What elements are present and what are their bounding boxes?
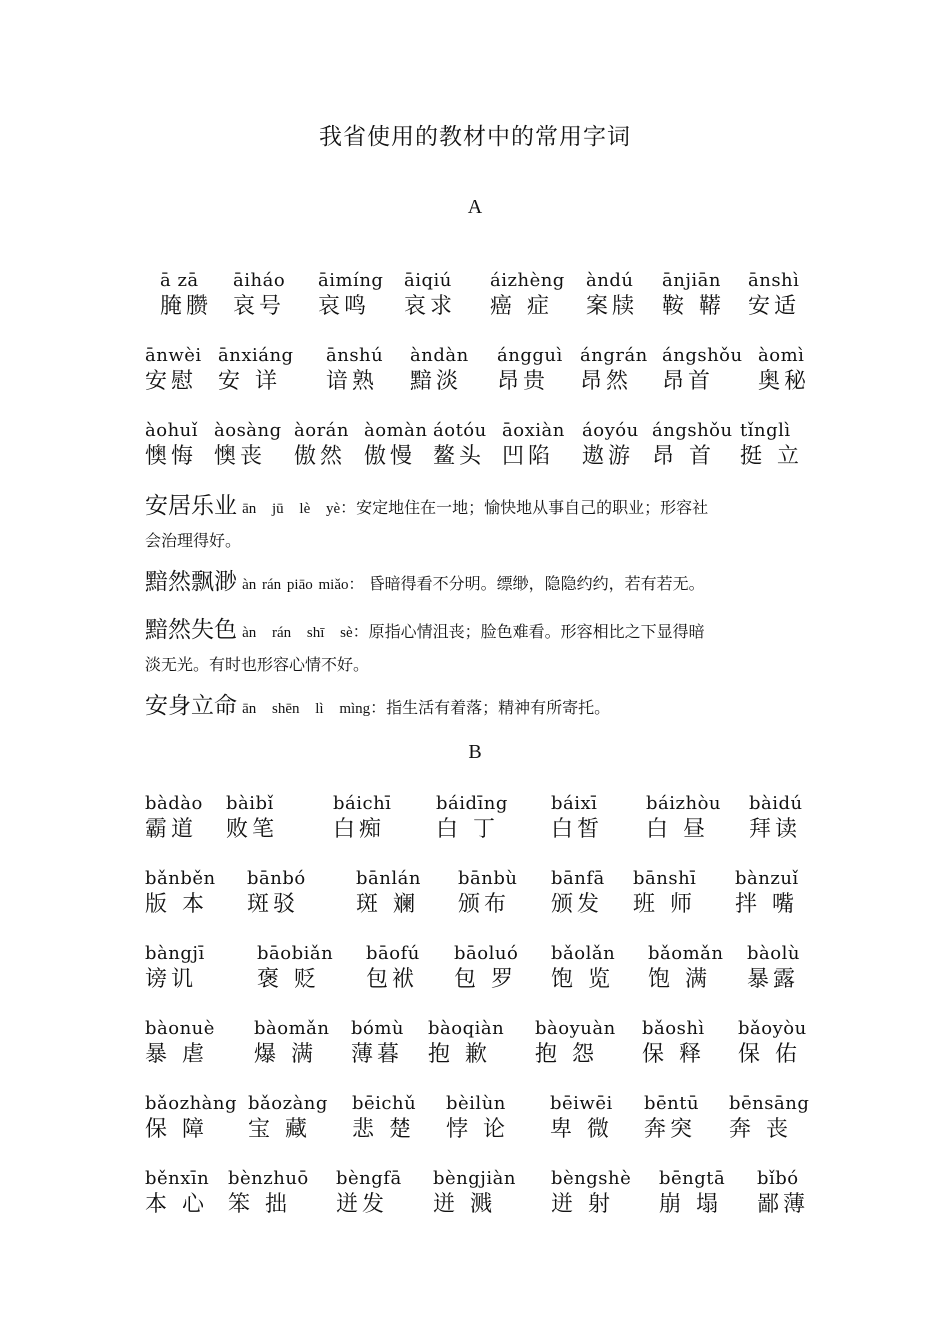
word-entry — [490, 270, 565, 326]
hanzi: 迸 射 — [551, 1192, 614, 1217]
word-entry — [326, 345, 383, 401]
word-entry — [436, 793, 508, 849]
idiom-definition: ：指生活有着落；精神有所寄托。 — [370, 698, 611, 717]
pinyin: bàonuè — [145, 1018, 215, 1039]
word-entry — [497, 345, 563, 401]
word-entry — [336, 1168, 402, 1224]
hanzi: 霸道 — [145, 817, 198, 842]
pinyin: áotóu — [433, 420, 487, 441]
pinyin: bàdào — [145, 793, 203, 814]
idiom-entry — [145, 488, 813, 555]
word-entry — [659, 1168, 725, 1224]
word-entry — [404, 270, 456, 326]
hanzi: 包 罗 — [454, 967, 517, 992]
word-entry — [145, 793, 203, 849]
hanzi: 傲慢 — [364, 444, 417, 469]
pinyin: bómù — [351, 1018, 405, 1039]
hanzi: 颁发 — [551, 892, 604, 917]
hanzi: 奥秘 — [758, 369, 811, 394]
pinyin: bānfā — [551, 868, 605, 889]
hanzi: 斑驳 — [247, 892, 300, 917]
word-entry — [433, 420, 487, 476]
pinyin: ānjiān — [662, 270, 721, 291]
hanzi: 遨游 — [582, 444, 635, 469]
pinyin: āoxiàn — [502, 420, 565, 441]
hanzi: 保 障 — [145, 1117, 208, 1142]
pinyin: bēnsāng — [729, 1093, 810, 1114]
pinyin: ā zā — [160, 270, 199, 291]
word-entry — [145, 1018, 215, 1074]
word-entry — [551, 793, 603, 849]
idiom-definition-cont: 淡无光。有时也形容心情不好。 — [145, 655, 370, 674]
hanzi: 安 详 — [218, 369, 281, 394]
word-entry — [333, 793, 391, 849]
word-entry — [145, 1093, 237, 1149]
pinyin: bēngtā — [659, 1168, 726, 1189]
pinyin: bàibǐ — [226, 793, 274, 814]
pinyin: bǎnběn — [145, 868, 216, 889]
hanzi: 哀鸣 — [318, 294, 371, 319]
idiom-headword: 黯然失色 — [145, 617, 237, 643]
section-letter-b: B — [468, 741, 482, 763]
hanzi: 斑 斓 — [356, 892, 419, 917]
hanzi: 宝 藏 — [248, 1117, 311, 1142]
word-entry — [747, 943, 800, 999]
word-entry — [648, 943, 723, 999]
word-entry — [145, 943, 205, 999]
hanzi: 白痴 — [333, 817, 386, 842]
pinyin: bèngjiàn — [433, 1168, 516, 1189]
hanzi: 癌 症 — [490, 294, 553, 319]
idiom-entry — [145, 688, 813, 727]
hanzi: 昂 首 — [652, 444, 715, 469]
word-entry — [550, 1093, 613, 1149]
word-entry — [748, 270, 800, 326]
hanzi: 腌臜 — [160, 294, 213, 319]
vocab-row — [0, 943, 950, 999]
hanzi: 卑 微 — [550, 1117, 613, 1142]
pinyin: ānxiáng — [218, 345, 294, 366]
hanzi: 白 丁 — [436, 817, 499, 842]
word-entry — [428, 1018, 504, 1074]
hanzi: 昂首 — [662, 369, 715, 394]
idiom-entry — [145, 564, 813, 603]
hanzi: 保 释 — [642, 1042, 705, 1067]
word-entry — [254, 1018, 329, 1074]
word-entry — [662, 270, 725, 326]
pinyin: báichī — [333, 793, 392, 814]
hanzi: 保 佑 — [738, 1042, 801, 1067]
word-entry — [247, 868, 306, 924]
pinyin: bàngjī — [145, 943, 205, 964]
hanzi: 崩 塌 — [659, 1192, 722, 1217]
hanzi: 安慰 — [145, 369, 198, 394]
hanzi: 奔突 — [644, 1117, 697, 1142]
word-entry — [351, 1018, 404, 1074]
pinyin: àorán — [294, 420, 349, 441]
hanzi: 黯淡 — [410, 369, 463, 394]
word-entry — [551, 868, 605, 924]
pinyin: bēiwēi — [550, 1093, 613, 1114]
pinyin: àosàng — [214, 420, 282, 441]
vocab-row — [0, 270, 950, 326]
word-entry — [580, 345, 648, 401]
hanzi: 拜读 — [749, 817, 802, 842]
pinyin: àomì — [758, 345, 805, 366]
word-entry — [662, 345, 743, 401]
pinyin: bǎozhàng — [145, 1093, 238, 1114]
pinyin: bāofú — [366, 943, 420, 964]
word-entry — [729, 1093, 809, 1149]
word-entry — [735, 868, 799, 924]
idiom-headword: 安居乐业 — [145, 493, 237, 519]
hanzi: 本 心 — [145, 1192, 208, 1217]
hanzi: 颁布 — [458, 892, 511, 917]
idiom-definition: ：安定地住在一地；愉快地从事自己的职业；形容社 — [340, 498, 709, 517]
word-entry — [535, 1018, 616, 1074]
hanzi: 暴露 — [747, 967, 800, 992]
section-letter-a: A — [467, 196, 483, 218]
word-entry — [740, 420, 803, 476]
pinyin: bèngshè — [551, 1168, 632, 1189]
word-entry — [551, 943, 615, 999]
pinyin: ángguì — [497, 345, 563, 366]
hanzi: 笨 拙 — [228, 1192, 291, 1217]
pinyin: bǎoshì — [642, 1018, 705, 1039]
word-entry — [757, 1168, 809, 1224]
pinyin: bānbó — [247, 868, 306, 889]
word-entry — [586, 270, 638, 326]
hanzi: 鄙薄 — [757, 1192, 810, 1217]
hanzi: 褒 贬 — [257, 967, 320, 992]
pinyin: bàolù — [747, 943, 800, 964]
hanzi: 白 昼 — [646, 817, 709, 842]
hanzi: 谤讥 — [145, 967, 198, 992]
pinyin: ānwèi — [145, 345, 202, 366]
pinyin: ángshǒu — [652, 420, 733, 441]
word-entry — [551, 1168, 631, 1224]
word-entry — [582, 420, 639, 476]
pinyin: bēntū — [644, 1093, 700, 1114]
pinyin: bènzhuō — [228, 1168, 309, 1189]
pinyin: bǎoyòu — [738, 1018, 807, 1039]
word-entry — [318, 270, 383, 326]
hanzi: 昂然 — [580, 369, 633, 394]
hanzi: 凹陷 — [502, 444, 555, 469]
hanzi: 败笔 — [226, 817, 279, 842]
pinyin: bānbù — [458, 868, 518, 889]
pinyin: ángshǒu — [662, 345, 743, 366]
hanzi: 饱 览 — [551, 967, 614, 992]
hanzi: 悲 楚 — [352, 1117, 415, 1142]
pinyin: àndú — [586, 270, 634, 291]
word-entry — [160, 270, 212, 326]
word-entry — [454, 943, 518, 999]
hanzi: 薄暮 — [351, 1042, 404, 1067]
word-entry — [646, 793, 721, 849]
hanzi: 懊丧 — [214, 444, 267, 469]
word-entry — [633, 868, 696, 924]
word-entry — [145, 420, 198, 476]
hanzi: 悖 论 — [446, 1117, 509, 1142]
pinyin: bàoqiàn — [428, 1018, 505, 1039]
idiom-headword: 安身立命 — [145, 693, 237, 719]
idiom-definition: 昏暗得看不分明。缥缈，隐隐约约，若有若无。 — [368, 574, 705, 593]
idiom-pinyin: ān jū lè yè — [242, 501, 341, 517]
hanzi: 爆 满 — [254, 1042, 317, 1067]
word-entry — [226, 793, 278, 849]
pinyin: bǐbó — [757, 1168, 799, 1189]
pinyin: bānshī — [633, 868, 697, 889]
pinyin: bèngfā — [336, 1168, 402, 1189]
pinyin: bànzuǐ — [735, 868, 799, 889]
pinyin: àndàn — [410, 345, 469, 366]
pinyin: báixī — [551, 793, 598, 814]
hanzi: 鳌头 — [433, 444, 486, 469]
word-entry — [644, 1093, 699, 1149]
word-entry — [228, 1168, 309, 1224]
hanzi: 傲然 — [294, 444, 347, 469]
hanzi: 哀号 — [233, 294, 286, 319]
word-entry — [214, 420, 282, 476]
word-entry — [642, 1018, 705, 1074]
word-entry — [758, 345, 810, 401]
pinyin: bǎomǎn — [648, 943, 724, 964]
hanzi: 班 师 — [633, 892, 696, 917]
word-entry — [294, 420, 349, 476]
hanzi: 昂贵 — [497, 369, 550, 394]
idiom-definition: ：原指心情沮丧；脸色难看。形容相比之下显得暗 — [352, 622, 705, 641]
word-entry — [738, 1018, 807, 1074]
word-entry — [257, 943, 333, 999]
word-entry — [248, 1093, 328, 1149]
word-entry — [352, 1093, 416, 1149]
pinyin: báidīng — [436, 793, 508, 814]
hanzi: 安适 — [748, 294, 801, 319]
idiom-pinyin: àn rán shī sè — [242, 625, 353, 641]
word-entry — [356, 868, 421, 924]
hanzi: 懊悔 — [145, 444, 198, 469]
vocab-row — [0, 793, 950, 849]
hanzi: 饱 满 — [648, 967, 711, 992]
word-entry — [502, 420, 565, 476]
pinyin: ānshì — [748, 270, 800, 291]
hanzi: 抱 歉 — [428, 1042, 491, 1067]
pinyin: bàidú — [749, 793, 803, 814]
vocab-row — [0, 420, 950, 476]
pinyin: ānshú — [326, 345, 384, 366]
pinyin: bèilùn — [446, 1093, 506, 1114]
pinyin: bāobiǎn — [257, 943, 334, 964]
hanzi: 暴 虐 — [145, 1042, 208, 1067]
hanzi: 白皙 — [551, 817, 604, 842]
hanzi: 抱 怨 — [535, 1042, 598, 1067]
pinyin: bàomǎn — [254, 1018, 330, 1039]
idiom-pinyin: ān shēn lì mìng — [242, 701, 371, 717]
word-entry — [652, 420, 733, 476]
hanzi: 案牍 — [586, 294, 639, 319]
word-entry — [145, 345, 202, 401]
hanzi: 哀求 — [404, 294, 457, 319]
idiom-definition-cont: 会治理得好。 — [145, 531, 242, 550]
pinyin: àomàn — [364, 420, 428, 441]
hanzi: 鞍 鞯 — [662, 294, 725, 319]
pinyin: āiháo — [233, 270, 286, 291]
pinyin: āimíng — [318, 270, 384, 291]
word-entry — [446, 1093, 509, 1149]
vocab-row — [0, 345, 950, 401]
pinyin: ángrán — [580, 345, 648, 366]
pinyin: bāoluó — [454, 943, 519, 964]
pinyin: bǎolǎn — [551, 943, 616, 964]
pinyin: āiqiú — [404, 270, 452, 291]
hanzi: 版 本 — [145, 892, 208, 917]
hanzi: 拌 嘴 — [735, 892, 798, 917]
word-entry — [366, 943, 420, 999]
hanzi: 迸 溅 — [433, 1192, 496, 1217]
word-entry — [218, 345, 294, 401]
idiom-headword: 黯然飘渺 — [145, 569, 237, 595]
pinyin: bānlán — [356, 868, 421, 889]
pinyin: bàoyuàn — [535, 1018, 616, 1039]
pinyin: bēichǔ — [352, 1093, 417, 1114]
pinyin: àohuǐ — [145, 420, 199, 441]
word-entry — [749, 793, 803, 849]
word-entry — [145, 868, 216, 924]
word-entry — [145, 1168, 209, 1224]
idiom-entry — [145, 612, 813, 679]
pinyin: áizhèng — [490, 270, 565, 291]
pinyin: áoyóu — [582, 420, 639, 441]
vocab-row — [0, 868, 950, 924]
word-entry — [364, 420, 427, 476]
vocab-row — [0, 1018, 950, 1074]
word-entry — [458, 868, 517, 924]
word-entry — [410, 345, 469, 401]
hanzi: 谙熟 — [326, 369, 379, 394]
pinyin: běnxīn — [145, 1168, 210, 1189]
vocab-row — [0, 1168, 950, 1224]
page-title: 我省使用的教材中的常用字词 — [319, 124, 631, 150]
word-entry — [233, 270, 285, 326]
hanzi: 包袱 — [366, 967, 419, 992]
pinyin: bǎozàng — [248, 1093, 328, 1114]
hanzi: 挺 立 — [740, 444, 803, 469]
hanzi: 迸发 — [336, 1192, 389, 1217]
pinyin: báizhòu — [646, 793, 722, 814]
word-entry — [433, 1168, 516, 1224]
idiom-pinyin: àn rán piāo miǎo： — [242, 577, 364, 593]
hanzi: 奔 丧 — [729, 1117, 792, 1142]
vocab-row — [0, 1093, 950, 1149]
pinyin: tǐnglì — [740, 420, 791, 441]
